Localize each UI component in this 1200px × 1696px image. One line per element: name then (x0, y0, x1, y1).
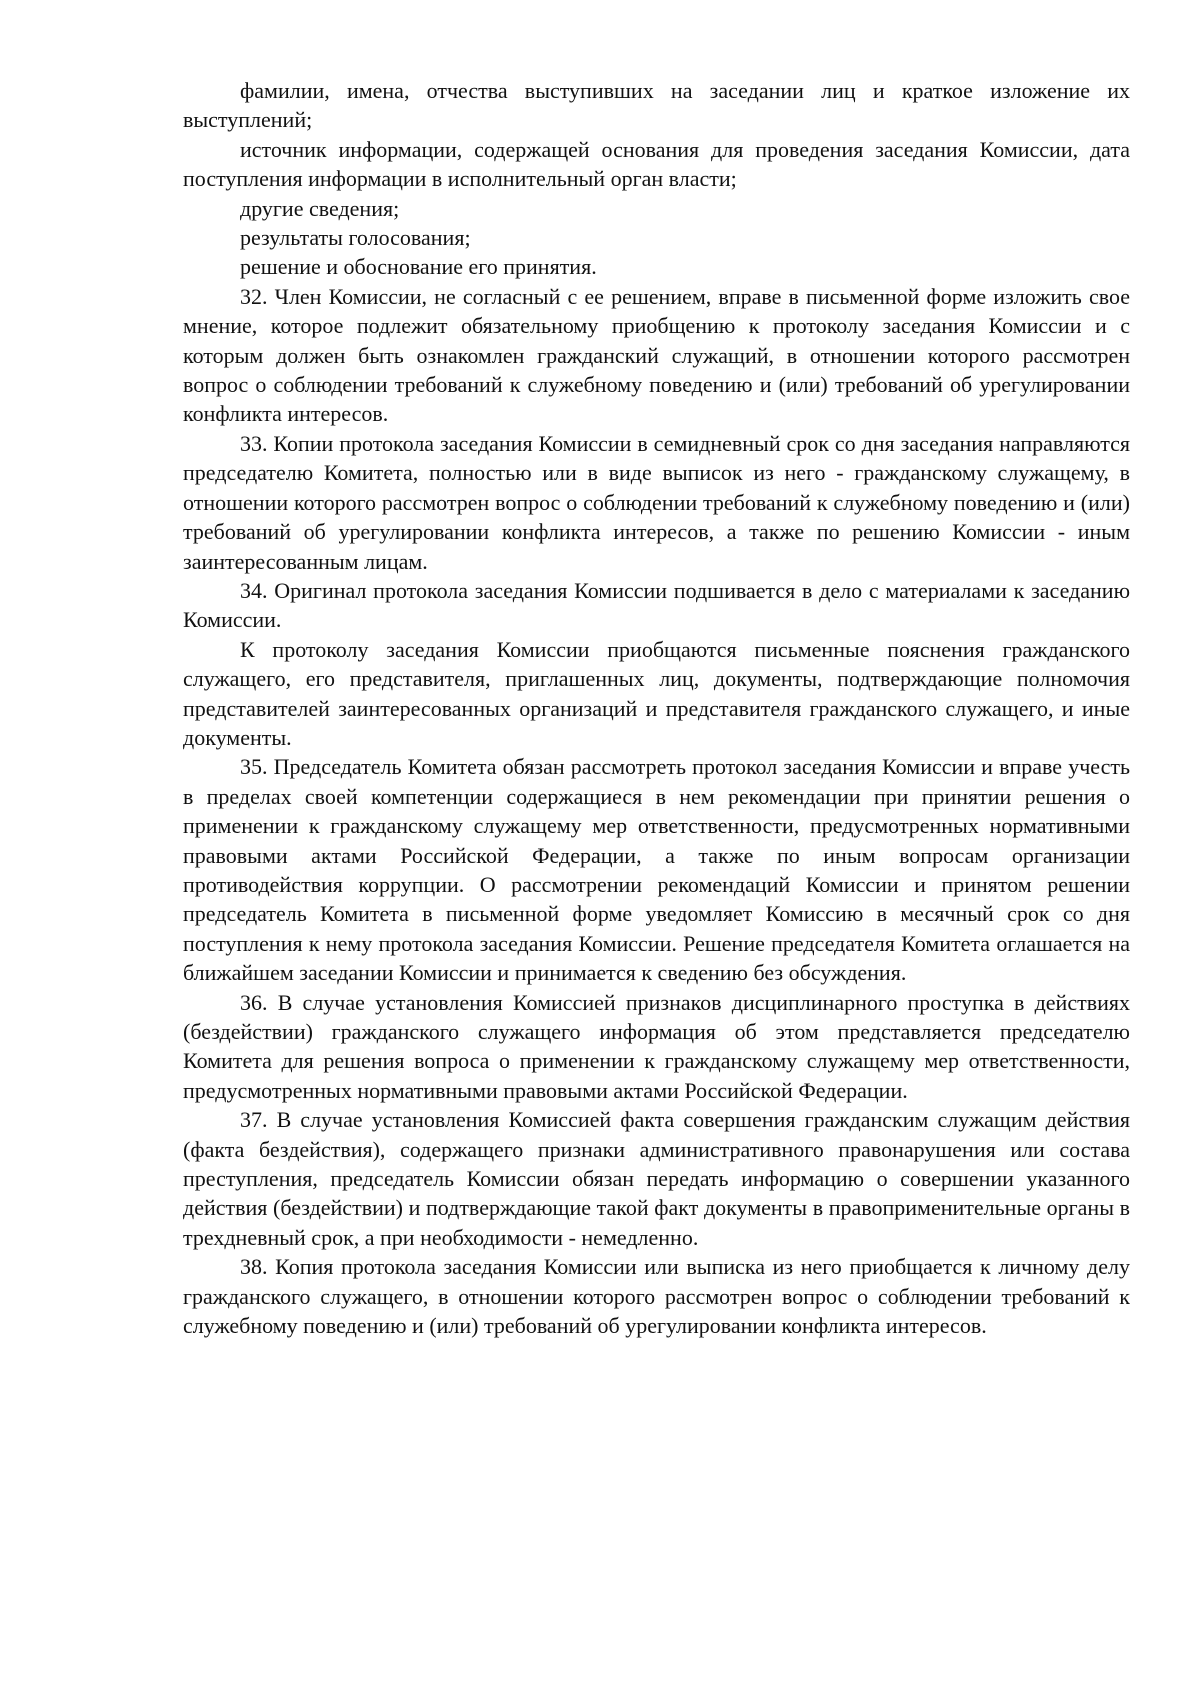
paragraph-32: 32. Член Комиссии, не согласный с ее решением, вправе в письменной форме изложить свое мнение, которое подлежит обязательному приобщению к протоколу заседания Комиссии и с которым должен быть ознакомлен гражданский служащий, в отношении которого рассмотрен вопрос о соблюдении требований к служебному поведению и (или) требований об урегулировании конфликта интересов. (183, 283, 1130, 427)
paragraph-33: 33. Копии протокола заседания Комиссии в семидневный срок со дня заседания направляются председателю Комитета, полностью или в виде выписок из него - гражданскому служащему, в отношении которого рассмотрен вопрос о соблюдении требований к служебному поведению и (или) требований об урегулировании конфликта интересов, а также по решению Комиссии - иным заинтересованным лицам. (183, 430, 1130, 574)
paragraph-voting-results: результаты голосования; (240, 225, 471, 251)
paragraph-35: 35. Председатель Комитета обязан рассмотреть протокол заседания Комиссии и вправе учесть в пределах своей компетенции содержащиеся в нем рекомендации при принятии решения о применении к гражданскому служащему мер ответственности, предусмотренных нормативными правовыми актами Российской Федерации, а также по иным вопросам организации противодействия коррупции. О рассмотрении рекомендаций Комиссии и принятом решении председатель Комитета в письменной форме уведомляет Комиссию в месячный срок со дня поступления к нему протокола заседания Комиссии. Решение председателя Комитета оглашается на ближайшем заседании Комиссии и принимается к сведению без обсуждения. (183, 754, 1130, 986)
paragraph-36: 36. В случае установления Комиссией признаков дисциплинарного проступка в действиях (бездействии) гражданского служащего информация об этом представляется председателю Комитета для решения вопроса о применении к гражданскому служащему мер ответственности, предусмотренных нормативными правовыми актами Российской Федерации. (183, 989, 1130, 1103)
document-body (183, 76, 1130, 1340)
paragraph-decision: решение и обоснование его принятия. (240, 254, 597, 280)
paragraph-speakers: фамилии, имена, отчества выступивших на заседании лиц и краткое изложение их выступлений; (183, 78, 1130, 133)
paragraph-38: 38. Копия протокола заседания Комиссии или выписка из него приобщается к личному делу гражданского служащего, в отношении которого рассмотрен вопрос о соблюдении требований к служебному поведению и (или) требований об урегулировании конфликта интересов. (183, 1254, 1130, 1339)
paragraph-34-attachments: К протоколу заседания Комиссии приобщаются письменные пояснения гражданского служащего, его представителя, приглашенных лиц, документы, подтверждающие полномочия представителей заинтересованных организаций и представителя гражданского служащего, и иные документы. (183, 636, 1130, 750)
paragraph-34: 34. Оригинал протокола заседания Комиссии подшивается в дело с материалами к заседанию Комиссии. (183, 577, 1130, 633)
paragraph-information-source: источник информации, содержащей основания для проведения заседания Комиссии, дата поступления информации в исполнительный орган власти; (183, 136, 1130, 192)
paragraph-37: 37. В случае установления Комиссией факта совершения гражданским служащим действия (факта бездействия), содержащего признаки административного правонарушения или состава преступления, председатель Комиссии обязан передать информацию о совершении указанного действия (бездействии) и подтверждающие такой факт документы в правоприменительные органы в трехдневный срок, а при необходимости - немедленно. (183, 1107, 1130, 1250)
paragraph-other-info: другие сведения; (240, 195, 400, 221)
